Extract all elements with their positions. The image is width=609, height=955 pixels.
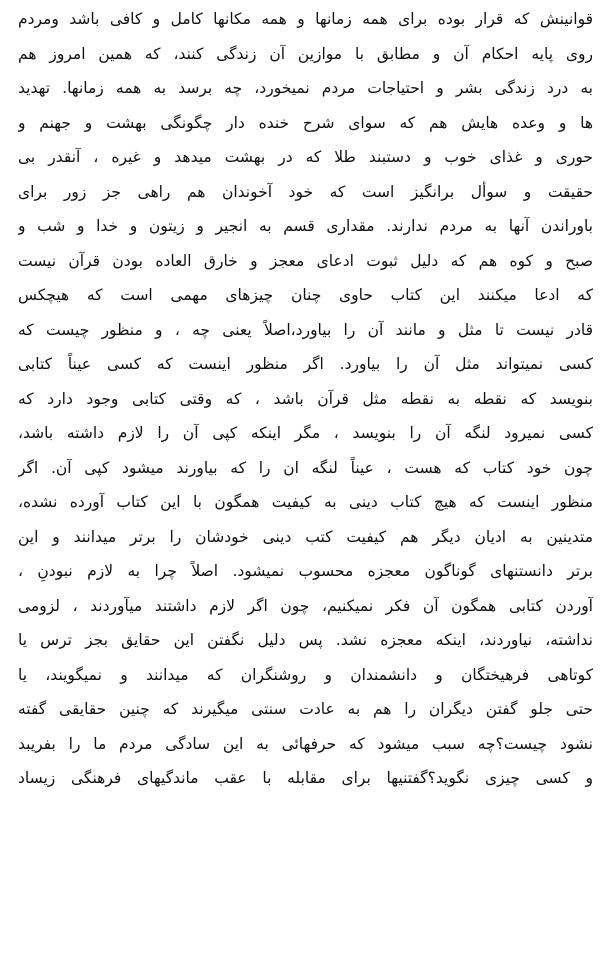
text-line: نشود چیست؟چه سبب میشود که حرفهائی به این سادگی مردم ما را بفریبد bbox=[18, 734, 593, 753]
document-page bbox=[18, 2, 593, 796]
text-line: کوتاهی فرهیختگان و دانشمندان و روشنگران که میدانند و نمیگویند، یا bbox=[18, 665, 593, 684]
text-line: قوانینش که قرار بوده برای همه زمانها و همه مکانها کامل و کافی باشد ومردم bbox=[18, 10, 593, 28]
text-line: حقیقت و سوأل برانگیز است که خود آخوندان هم راهی جز زور برای bbox=[18, 182, 593, 201]
text-line: به درد زندگی بشر و احتیاجات مردم نمیخورد، چه برسد به همه زمانها. تهدید bbox=[18, 79, 593, 97]
text-line: متدینین به ادیان دیگر هم کیفیت کتب دینی خودشان را برتر میدانند و این bbox=[18, 527, 593, 546]
text-line: روی پایه احکام آن و مطابق با موازین آن زندگی کنند، که همین امروز هم bbox=[18, 44, 593, 63]
text-line: کسی نمیتواند مثل آن را بیاورد. اگر منظور اینست که کسی عیناً کتابی bbox=[18, 355, 593, 373]
text-line: حتی جلو گفتن دیگران را هم به عادت سنتی میگیرند که چنین حقایقی گفته bbox=[18, 700, 593, 718]
text-line: آوردن کتابی همگون آن فکر نمیکنیم، چون اگر لازم داشتند میآوردند ، لزومی bbox=[18, 596, 593, 615]
text-line: ها و وعده هایش هم که سوای شرح خنده دار چگونگی بهشت و جهنم و bbox=[18, 113, 593, 132]
text-line: برتر دانستنهای گوناگون معجزه محسوب نمیشود. اصلاً چرا به لازم نبودنِ ، bbox=[18, 562, 593, 580]
text-line: باوراندن آنها به مردم ندارند. مقداری قسم به انجیر و زیتون و خدا و شب و bbox=[18, 217, 593, 235]
text-line: و کسی چیزی نگوید؟گفتنیها برای مقابله با عقب ماندگیهای فرهنگی زیساد bbox=[18, 769, 593, 787]
text-line: چون خود کتاب که هست ، عیناً لنگه ان را که بیاورند میشود کپی آن. اگر bbox=[18, 458, 593, 477]
text-line: بنویسد که نقطه به نقطه مثل قرآن باشد ، که وقتی کتابی وجود دارد که bbox=[18, 389, 593, 408]
text-line: منظور اینست که هیچ کتاب دینی به کیفیت همگون با این کتاب آورده نشده، bbox=[18, 493, 593, 511]
text-line: نداشته، نیاوردند، اینکه معجزه نشد. پس دلیل نگفتن این حقایق بجز ترس یا bbox=[18, 631, 593, 649]
text-line: قادر نیست تا مثل و مانند آن را بیاورد،اصلاً یعنی چه ، و منظور چیست که bbox=[18, 320, 593, 339]
text-line: کسی نمیرود لنگه آن را بنویسد ، مگر اینکه کپی آن را لازم داشته باشد، bbox=[18, 424, 593, 442]
text-line: حوری و غذای خوب و دستبند طلا که در بهشت میدهد و غیره ، آنقدر بی bbox=[18, 148, 593, 166]
text-line: صبح و کوه هم که دلیل ثبوت ادعای معجز و خارق العاده بودن قرآن نیست bbox=[18, 251, 593, 270]
text-line: که ادعا میکنند این کتاب حاوی چنان چیزهای مهمی است که هیچکس bbox=[18, 286, 593, 304]
